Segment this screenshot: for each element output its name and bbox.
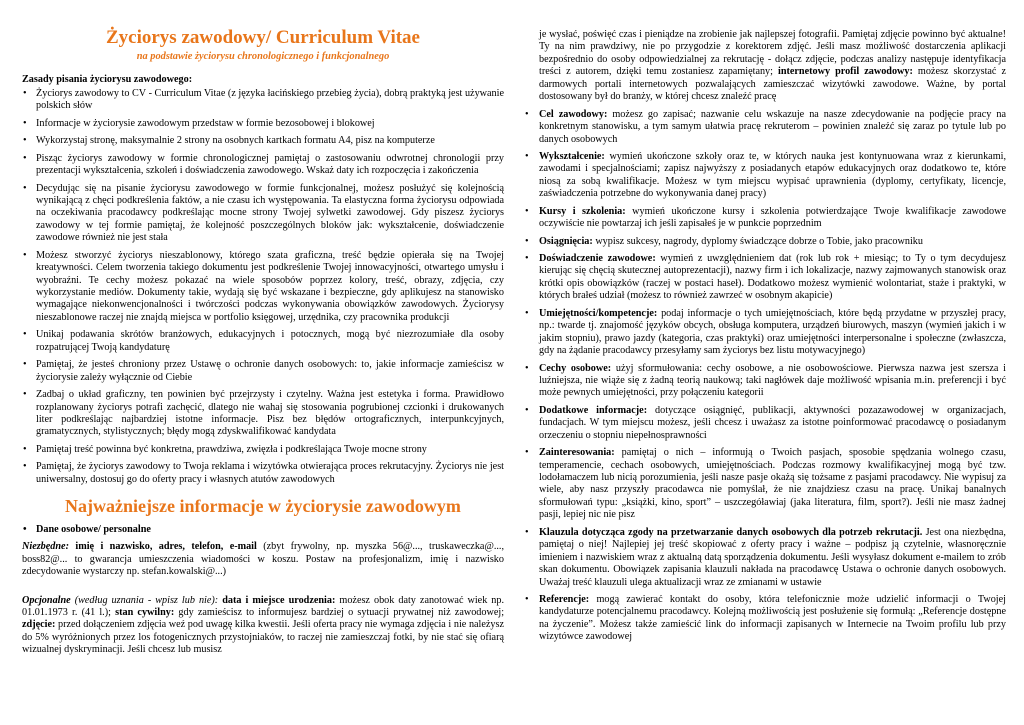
- list-item: [522, 109, 1006, 146]
- item-label: Cechy osobowe:: [539, 362, 612, 374]
- item-text: wypisz sukcesy, nagrody, dyplomy świadczące dobrze o Tobie, jako pracowniku: [595, 235, 923, 247]
- item-label: Referencje:: [539, 593, 590, 605]
- item-text: wymień z uwzględnieniem dat (rok lub rok + miesiąc; to Ty o tym decydujesz kierując się chęcią skutecznej autoprezentacji), nazwy firm i ich lokalizacje, nazwy zajmowanych stanowisk oraz krótki opis obowiązków (raczej w postaci haseł). Dodatkowo możesz wymienić wolontariat, staże i praktyki, w których brałeś udział (możesz to również zawrzeć w osobnym akapicie): [539, 253, 1007, 302]
- item-label: Dodatkowe informacje:: [539, 404, 648, 416]
- photo-label: zdjęcie:: [22, 619, 56, 631]
- item-label: Kursy i szkolenia:: [539, 205, 626, 217]
- item-text: użyj sformułowania: cechy osobowe, a nie osobowościowe. Pierwsza nazwa jest szersza i luźniejsza, nie wiąże się z żadną teorią naukową; taki nagłówek daje możliwość wpisania m.in. preferencji i być może pewnych umiejętności, przy połączeniu kategorii: [539, 362, 1007, 399]
- list-item: • Zadbaj o układ graficzny, ten powinien być przejrzysty i czytelny. Ważna jest estetyka i forma. Prawidłowo rozplanowany życiorys potrafi zachęcić, dlatego nie wahaj się stosowania pogrubionej czcionki i drukowanych liter podkreślając najbardziej istotne informacje. Pisz bez błędów ortograficznych, interpunkcyjnych, gramatycznych, stylistycznych; błędy mogą zdyskwalifikować kandydata: [22, 389, 504, 439]
- personal-data-label: • Dane osobowe/ personalne: [22, 524, 504, 536]
- item-text: podaj informacje o tych umiejętnościach, które będą przydatne w przyszłej pracy, np.: twarde tj. znajomość języków obcych, obsługa komputera, urządzeń biurowych, maszyn (wymień jakich i w jakim stopniu), prawo jazdy (kategoria, czas praktyki) oraz umiejętności interpersonalne i społeczne (zwłaszcza, gdy na żądanie pracodawcy przesyłamy sam życiorys bez listu motywacyjnego): [539, 307, 1007, 357]
- optional-label: Opcjonalne: [22, 594, 71, 606]
- section-heading: Najważniejsze informacje w życiorysie zawodowym: [65, 496, 461, 517]
- item-text: dotyczące osiągnięć, publikacji, aktywności pozazawodowej w organizacjach, fundacjach. W tym miejscu możesz, jeśli chcesz i uważasz za istotne poinformować pracodawcę o posiadanym orzeczeniu o stopniu niepełnosprawności: [539, 404, 1007, 441]
- profile-label: internetowy profil zawodowy:: [778, 66, 913, 78]
- optional-note: (według uznania - wpisz lub nie):: [74, 594, 219, 606]
- list-item: • Pamiętaj, że jesteś chroniony przez Ustawę o ochronie danych osobowych: to, jakie informacje zamieścisz w życiorysie zależy wyłącznie od Ciebie: [22, 359, 504, 384]
- list-item: • Pamiętaj, że życiorys zawodowy to Twoja reklama i wizytówka otwierająca proces rekrutacyjny. Życiorys nie jest uniwersalny, dostosuj go do oferty pracy i własnych atutów zawodowych: [22, 461, 504, 486]
- list-item: • Możesz stworzyć życiorys nieszablonowy, którego szata graficzna, treść będzie opierała się na Twojej kreatywności. Celem tworzenia takiego dokumentu jest podkreślenie Twojej innowacyjności, otwartego umysłu i wyobraźni. Te cechy możesz pokazać na wiele sposobów poprzez kolory, treść, obrazy, zdjęcia, czy wykorzystanie mediów. Dokumenty takie, wydają się być wskazane i bezpieczne, gdy aplikujesz na stanowisko wymagające niekonwencjonalności i twórczości podczas wykonywania obowiązków zawodowych. Życiorysy nieszablonowe raczej nie znajdą miejsca w portfolio księgowej, urzędnika, czy pracownika produkcji: [22, 250, 504, 325]
- list-item: • Życiorys zawodowy to CV - Curriculum Vitae (z języka łacińskiego przebieg życia), dobrą praktyką jest używanie polskich słów: [22, 88, 504, 113]
- personal-list: [22, 524, 504, 536]
- item-label: Umiejętności/kompetencje:: [539, 307, 658, 319]
- item-label: Wykształcenie:: [539, 150, 605, 162]
- right-column: [522, 29, 1006, 649]
- item-text: mogą zawierać kontakt do osoby, która telefonicznie może udzielić informacji o Twojej kandydaturze potencjalnemu pracodawcy. Kolejną możliwością jest posłużenie się formułą: „Referencje dostępne na życzenie”. Możesz także zamieścić link do informacji zapisanych w Internecie na Twoim profilu lub przy wizytówce zawodowej: [539, 593, 1006, 643]
- list-item: [522, 363, 1006, 400]
- list-item: • Wykorzystaj stronę, maksymalnie 2 strony na osobnych kartkach formatu A4, pisz na komputerze: [22, 135, 504, 147]
- list-item: • Informacje w życiorysie zawodowym przedstaw w formie bezosobowej i blokowej: [22, 118, 504, 130]
- item-text: Jest ona niezbędna, pamiętaj o niej! Najlepiej jej treść skopiować z oferty pracy i ważne – podpisz ją czytelnie, własnoręcznie imieniem i nazwiskiem wraz z aktualną datą sporządzenia dokumentu. Jeśli wysyłasz dokument e-mailem to zrób skan dokumentu. Obowiązek zapisania klauzuli nakłada na pracodawcę Ustawa o ochronie danych osobowych. Uważaj treść klauzuli ulega aktualizacji wraz ze zmianami w ustawie: [539, 526, 1006, 588]
- list-item: [522, 253, 1006, 303]
- profile-text: możesz skorzystać z darmowych portali internetowych pozwalających zamieszczać wizytówki zawodowe. Ważne, by portal dostosowany był do branży, w której chcesz znaleźć pracę: [539, 66, 1006, 103]
- item-text: możesz go zapisać; nazwanie celu wskazuje na nasze zdecydowanie na podjęcie pracy na konkretnym stanowisku, a tym samym ułatwia pracę rekruterom – powinien znaleźć się zaraz po tytule lub po danych osobowych: [539, 108, 1006, 145]
- list-item: [522, 594, 1006, 644]
- required-fields: [22, 541, 504, 578]
- birth-text: możesz obok daty zanotować wiek np. 01.01.1973 r. (41 l.);: [22, 594, 505, 618]
- item-label: Doświadczenie zawodowe:: [539, 253, 656, 264]
- item-label: Klauzula dotycząca zgody na przetwarzanie danych osobowych dla potrzeb rekrutacji.: [539, 526, 923, 538]
- photo-continued: [522, 29, 1006, 104]
- list-item: • Decydując się na pisanie życiorysu zawodowego w formie funkcjonalnej, możesz posłużyć się kolejnością wynikającą z chęci podkreślenia faktów, a nie czasu ich występowania. Ta elastyczna forma życiorysu odpowiada na oczekiwania pracodawcy podkreślając mocne strony Twojej sylwetki zawodowej. Gdy piszesz życiorys zawodowy w tej formie pamiętaj, że kolejność poszczególnych bloków jak: wykształcenie, doświadczenie zawodowe również nie jest stała: [22, 183, 504, 245]
- birth-label: data i miejsce urodzenia:: [222, 594, 336, 606]
- list-item: [522, 447, 1006, 522]
- intro-text: je wysłać, poświęć czas i pieniądze na zrobienie jak najlepszej fotografii. Pamiętaj zdjęcie powinno być aktualne! Ty na nim prawdziwy, nie po przygodzie z korektorem zdjęć. Jeśli masz możliwość dostarczenia aplikacji bezpośrednio do osoby odpowiedzialnej za rekrutację - dołącz zdjęcie, podczas analizy następuje identyfikacja treści z autorem, dzięki temu zostaniesz zapamiętany;: [539, 29, 1006, 78]
- marital-text: gdy zamieścisz to informujesz bardziej o sytuacji prywatnej niż zawodowej;: [178, 606, 505, 618]
- list-item: [522, 405, 1006, 442]
- item-text: pamiętaj o nich – informują o Twoich pasjach, sposobie spędzania wolnego czasu, temperamencie, cechach osobowych, umiejętnościach. Podczas rozmowy kwalifikacyjnej mogą być tzw. lodołamaczem lub nicią porozumienia, jeśli nasze pasje okażą się tożsame z pasjami pracodawcy. Nie wypisuj za wiele, aby nasz przyszły pracodawca nie pomyślał, że nie znajdziesz czasu na pracę. Unikaj banalnych sformułowań typu: „książki, kino, sport” – uszczegóławiaj (jaka literatura, film, sport?). Jeśli nie masz żadnej pasji, lepiej nic nie pisz: [539, 447, 1007, 521]
- rules-list: [22, 88, 504, 486]
- marital-label: stan cywilny:: [115, 606, 175, 618]
- photo-text: przed dołączeniem zdjęcia weź pod uwagę kilka kwestii. Jeśli oferta pracy nie wymaga zdjęcia i nie należysz do 5% wyróżnionych przez los fotogenicznych przystojniaków, to raczej nie zamieszczaj fotki, by nie stać się ofiarą wizualnej dyskryminacji. Jeśli chcesz lub musisz: [22, 619, 505, 656]
- left-column: [22, 0, 504, 661]
- item-label: Zainteresowania:: [539, 447, 615, 459]
- required-label: Niezbędne:: [22, 541, 69, 553]
- document-subtitle: na podstawie życiorysu chronologicznego i funkcjonalnego: [136, 50, 390, 62]
- list-item: [522, 308, 1006, 358]
- list-item: [522, 527, 1006, 589]
- required-text: (zbyt frywolny, np. myszka 56@..., truskaweczka@..., boss82@... to gwarancja umieszczenia wiadomości w koszu. Postaw na profesjonalizm, imię i nazwisko zdecydowanie wystarczy np. stefan.kowalski@...): [22, 541, 505, 578]
- item-text: wymień ukończone kursy i szkolenia potwierdzające Twoje kwalifikacje zawodowe oczywiście nie powtarzaj ich jeśli zapisałeś je w punkcie poprzednim: [539, 205, 1006, 230]
- rules-heading: Zasady pisania życiorysu zawodowego:: [22, 74, 193, 86]
- list-item: [522, 206, 1006, 231]
- list-item: • Unikaj podawania skrótów branżowych, edukacyjnych i potocznych, mogą być niezrozumiałe dla osoby rozpatrującej Twoją kandydaturę: [22, 329, 504, 354]
- list-item: • Pisząc życiorys zawodowy w formie chronologicznej pamiętaj o zastosowaniu odwrotnej chronologii przy prezentacji wykształcenia, szkoleń i doświadczenia zawodowego. Wskaż daty ich rozpoczęcia i zakończenia: [22, 153, 504, 178]
- list-item: [522, 236, 1006, 248]
- item-label: Osiągnięcia:: [539, 235, 593, 247]
- document-title: Życiorys zawodowy/ Curriculum Vitae: [105, 27, 420, 48]
- list-item: • Pamiętaj treść powinna być konkretna, prawdziwa, zwięzła i podkreślająca Twoje mocne strony: [22, 444, 504, 456]
- optional-fields: [22, 595, 504, 657]
- list-item: [522, 151, 1006, 201]
- required-bold: imię i nazwisko, adres, telefon, e-mail: [75, 541, 257, 553]
- sections-list: [522, 109, 1006, 644]
- item-text: wymień ukończone szkoły oraz te, w których nauka jest kontynuowana wraz z kierunkami, zawodami i specjalnościami; zapisz najwyższy z posiadanych etapów edukacyjnych oraz dodatkowo te, które niosą za sobą kwalifikacje. Możesz w tym miejscu wypisać uprawnienia (dyplomy, certyfikaty, licencje, zaświadczenia potrzebne do wykonywania danej pracy): [539, 150, 1006, 200]
- item-label: Cel zawodowy:: [539, 108, 608, 120]
